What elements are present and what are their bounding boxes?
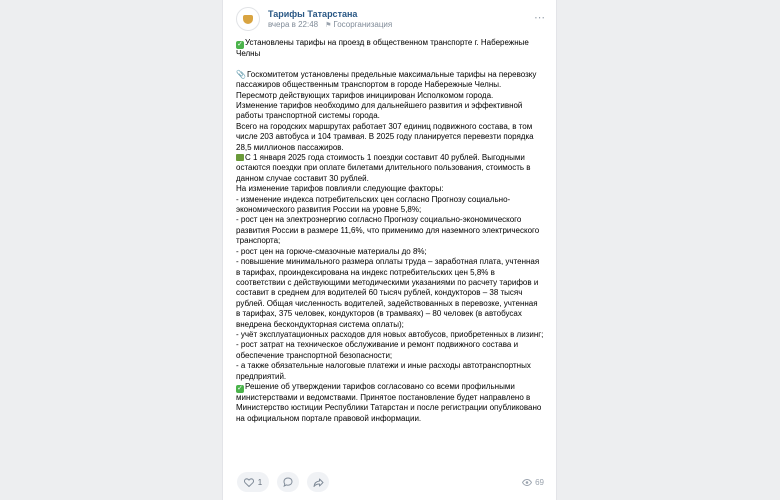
comment-icon: [283, 477, 293, 487]
text-line: Всего на городских маршрутах работает 307 единиц подвижного состава, в том числе 203 автобуса и 104 трамвая. В 2025 году планируется перевезти порядка 28,5 миллионов пассажиров.: [236, 121, 534, 152]
text-line: С 1 января 2025 года стоимость 1 поездки составит 40 рублей. Выгодными остаются поездки при оплате билетами длительного пользования, стоимость в данном случае составит 30 рублей.: [236, 153, 531, 183]
list-item: - рост цен на электроэнергию согласно Прогнозу социально-экономического развития России в размере 11,6%, что применимо для наземного электрического транспорта;: [236, 215, 540, 246]
heart-icon: [244, 478, 254, 487]
text-line: На изменение тарифов повлияли следующие факторы:: [236, 184, 444, 194]
flag-icon: ⚑: [325, 22, 332, 29]
paperclip-icon: 📎: [236, 69, 246, 79]
avatar[interactable]: [236, 7, 260, 31]
post-category: Госорганизация: [333, 20, 393, 29]
post-card: [222, 0, 557, 500]
check-mark-icon: ✓: [237, 384, 243, 392]
check-mark-icon: ✓: [237, 41, 243, 48]
post-title-line: ✓ Установлены тарифы на проезд в общественном транспорте г. Набережные Челны: [236, 38, 529, 58]
list-item: - а также обязательные налоговые платежи и иные расходы автотранспортных предприятий.: [236, 361, 531, 381]
like-button[interactable]: [237, 472, 269, 492]
list-item: - учёт эксплуатационных расходов для новых автобусов, приобретенных в лизинг;: [236, 329, 544, 339]
more-dots-icon[interactable]: ⋯: [534, 12, 545, 24]
post-meta: [268, 20, 392, 29]
avatar-logo: [243, 15, 253, 24]
author-name[interactable]: Тарифы Татарстана: [268, 9, 358, 19]
money-icon: [236, 154, 244, 161]
text-line: 📎Госкомитетом установлены предельные максимальные тарифы на перевозку пассажиров общественным транспортом в городе Набережные Челны.: [236, 69, 537, 90]
text-line: Пересмотр действующих тарифов инициирован Исполкомом города.: [236, 90, 494, 100]
share-icon: [313, 478, 324, 487]
views-count: 69: [535, 478, 544, 487]
list-item: - изменение индекса потребительских цен согласно Прогнозу социально-экономического развития России на уровне 5,8%;: [236, 194, 511, 215]
list-item: - рост цен на горюче-смазочные материалы до 8%;: [236, 246, 427, 256]
post-text: [223, 38, 556, 424]
eye-icon: [522, 479, 532, 486]
post-time[interactable]: вчера в 22:48: [268, 20, 319, 29]
share-button[interactable]: [307, 472, 329, 492]
text-line: ✓ Решение об утверждении тарифов согласовано со всеми профильными министерствами и ведомствами. Принятое постановление будет направлено в Министерство юстиции Республики Татарстан и после регистрации опубликовано на официальном портале правовой информации.: [236, 381, 542, 423]
list-item: - повышение минимального размера оплаты труда – заработная плата, учтенная в тарифах, проиндексирована на индекс потребительских цен 5,8% в соответствии с действующими методическими указаниями по расчету тарифов и составит в среднем для водителей 60 тысяч рублей, кондукторов – 38 тысяч рублей. Общая численность водителей, задействованных в перевозке, учтенная в тарифах, 375 человек, кондукторов (в трамваях) – 80 человек (в автобусах внедрена бескондукторная система оплаты);: [236, 257, 540, 329]
list-item: - рост затрат на техническое обслуживание и ремонт подвижного состава и обеспечение транспортной безопасности;: [236, 340, 519, 360]
post-header: [223, 0, 556, 38]
post-footer: [223, 472, 556, 494]
text-line: Изменение тарифов необходимо для дальнейшего развития и эффективной работы транспортной системы города.: [236, 101, 523, 121]
like-count: 1: [257, 477, 263, 487]
views-counter: [522, 478, 544, 487]
comment-button[interactable]: [277, 472, 299, 492]
